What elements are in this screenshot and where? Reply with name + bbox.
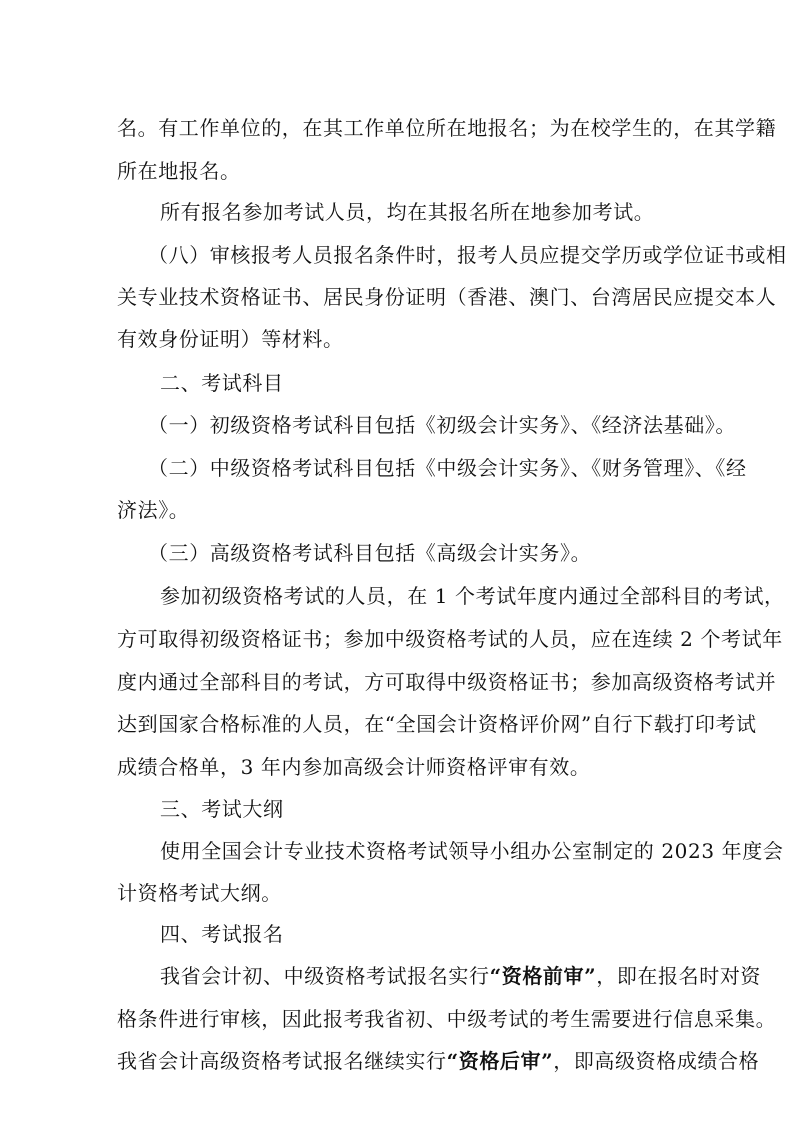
post-qualification-review-emphasis: “资格后审”	[446, 1049, 554, 1073]
subjects-intermediate-line-1: （二）中级资格考试科目包括《中级会计实务》、《财务管理》、《经	[148, 456, 747, 480]
text-line-2: 所在地报名。	[117, 159, 241, 183]
pass-rules-line-5: 成绩合格单，3 年内参加高级会计师资格评审有效。	[117, 755, 591, 779]
pass-rules-line-1: 参加初级资格考试的人员，在 1 个考试年度内通过全部科目的考试，	[160, 584, 785, 608]
clause-8-line-1: （八）审核报考人员报名条件时，报考人员应提交学历或学位证书或相	[148, 243, 787, 267]
syllabus-line-1: 使用全国会计专业技术资格考试领导小组办公室制定的 2023 年度会	[160, 839, 784, 863]
registration-text: 我省会计初、中级资格考试报名实行	[160, 964, 490, 988]
subjects-intermediate-line-2: 济法》。	[117, 498, 190, 522]
pass-rules-line-2: 方可取得初级资格证书；参加中级资格考试的人员，应在连续 2 个考试年	[117, 627, 783, 651]
registration-text: 我省会计高级资格考试报名继续实行	[117, 1049, 447, 1073]
registration-line-1	[160, 964, 762, 988]
pass-rules-line-4: 达到国家合格标准的人员，在“全国会计资格评价网”自行下载打印考试	[117, 712, 757, 736]
section-heading-exam-subjects: 二、考试科目	[160, 371, 284, 395]
text-line-1: 名。有工作单位的，在其工作单位所在地报名；为在校学生的，在其学籍	[117, 116, 777, 140]
subjects-senior: （三）高级资格考试科目包括《高级会计实务》。	[148, 541, 592, 565]
registration-line-2	[117, 1007, 777, 1031]
registration-text: 格条件进行审核，因此报考我省初、中级考试的考生需要进行信息采集。	[117, 1007, 777, 1031]
registration-text: ，即高级资格成绩合格	[553, 1049, 760, 1073]
registration-line-3	[117, 1049, 760, 1073]
section-heading-syllabus: 三、考试大纲	[160, 797, 284, 821]
syllabus-line-2: 计资格考试大纲。	[117, 881, 282, 905]
section-heading-registration: 四、考试报名	[160, 922, 284, 946]
pre-qualification-review-emphasis: “资格前审”	[489, 964, 597, 988]
text-line-3: 所有报名参加考试人员，均在其报名所在地参加考试。	[160, 200, 655, 224]
clause-8-line-2: 关专业技术资格证书、居民身份证明（香港、澳门、台湾居民应提交本人	[117, 285, 777, 309]
pass-rules-line-3: 度内通过全部科目的考试，方可取得中级资格证书；参加高级资格考试并	[117, 670, 777, 694]
clause-8-line-3: 有效身份证明）等材料。	[117, 327, 344, 351]
registration-text: ，即在报名时对资	[596, 964, 762, 988]
subjects-junior: （一）初级资格考试科目包括《初级会计实务》、《经济法基础》。	[148, 413, 736, 437]
